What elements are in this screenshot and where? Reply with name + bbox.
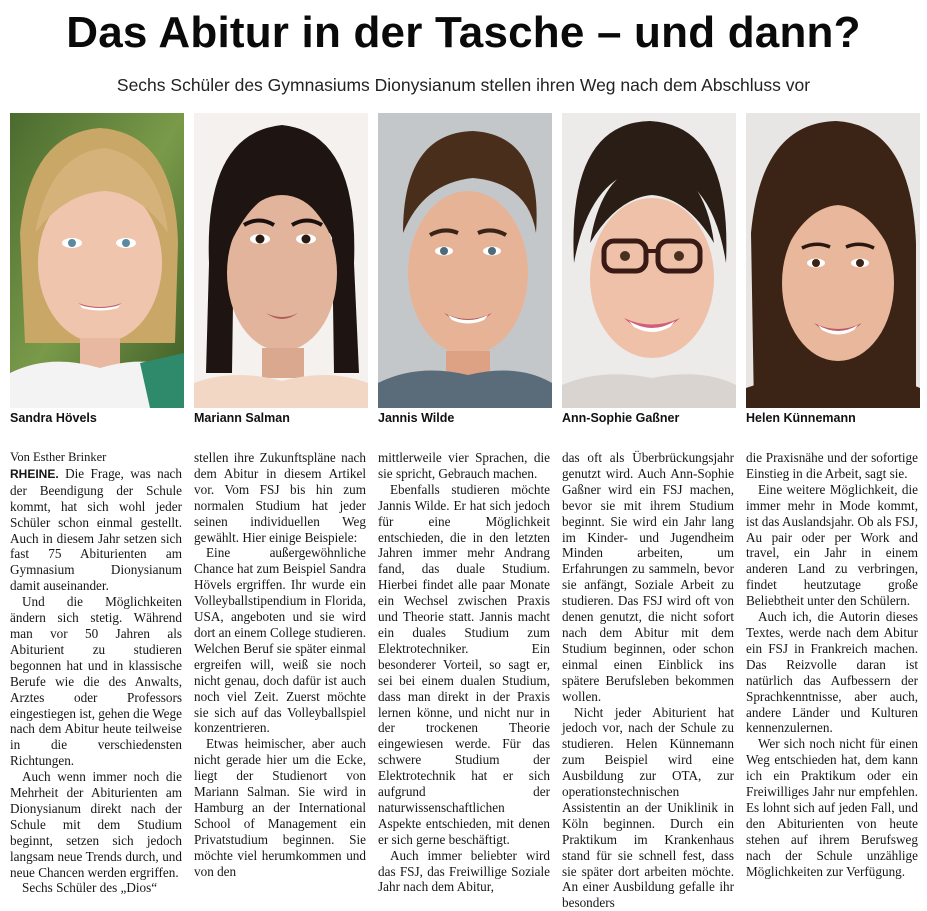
photo-jannis-wilde (378, 113, 552, 408)
caption-helen-kuennemann: Helen Künnemann (746, 410, 926, 426)
photo-ann-sophie-gassner (562, 113, 736, 408)
photo-helen-kuennemann (746, 113, 920, 408)
article-column-2 (194, 450, 366, 900)
article-paragraph: Nicht jeder Abiturient hat jedoch vor, nach der Schule zu studieren. Helen Künnemann zum Beispiel wird eine Ausbildung zur OTA, zur operationstechnischen Assistentin an der Uniklinik in Köln beginnen. Durch ein Praktikum im Krankenhaus stand für sie schnell fest, dass sie später dort arbeiten möchte. An einer Ausbildung gefalle ihr besonders (562, 705, 734, 911)
article-paragraph: Und die Möglichkeiten ändern sich stetig. Während man vor 50 Jahren als Abiturient zu studieren begonnen hat und in klassische Berufe wie die des Anwalts, Arztes oder Professors eingestiegen ist, gehen die Wege nach dem Abitur heute teilweise in die verschiedensten Richtungen. (10, 594, 182, 769)
photo-sandra-hoevels (10, 113, 184, 408)
article-paragraph: die Praxisnähe und der sofortige Einstieg in die Arbeit, sagt sie. (746, 450, 918, 482)
article-paragraph: RHEINE. Die Frage, was nach der Beendigung der Schule kommt, hat sich wohl jeder Schüler schon einmal gestellt. Auch in diesem Jahr setzen sich fast 75 Abiturienten am Gymnasium Dionysianum damit auseinander. (10, 466, 182, 594)
article-byline: Von Esther Brinker (10, 450, 182, 466)
article-paragraph: Eine außergewöhnliche Chance hat zum Beispiel Sandra Hövels ergriffen. Ihr wurde ein Volleyballstipendium in Florida, USA, angeboten und sie wird dort an einem College studieren. Welchen Beruf sie später einmal ergreifen will, weiß sie noch nicht genau, doch dafür ist auch noch viel Zeit. Zuerst möchte sie sich auf das Volleyballspiel konzentrieren. (194, 545, 366, 736)
caption-mariann-salman: Mariann Salman (194, 410, 374, 426)
article-paragraph: Auch wenn immer noch die Mehrheit der Abiturienten am Dionysianum direkt nach der Schule mit dem Studium beginnt, setzen sich jedoch langsam neue Trends durch, und neue Chancen werden ergriffen. (10, 769, 182, 880)
article-paragraph: Ebenfalls studieren möchte Jannis Wilde. Er hat sich jedoch für eine Möglichkeit entschieden, die in den letzten Jahren immer mehr Andrang fand, das duale Studium. Hierbei findet alle paar Monate ein Wechsel zwischen Praxis und Theorie statt. Jannis macht ein duales Studium zum Elektrotechniker. Ein besonderer Vorteil, so sagt er, sei bei einem dualen Studium, dass man direkt in der Praxis lernen könne, und nicht nur in der trockenen Theorie eingewiesen werde. Für das schwere Studium der Elektrotechnik hat er sich aufgrund der naturwissenschaftlichen Aspekte entschieden, mit denen er sich gerne beschäftigt. (378, 482, 550, 848)
caption-jannis-wilde: Jannis Wilde (378, 410, 558, 426)
article-column-1 (10, 450, 182, 900)
caption-ann-sophie-gassner: Ann-Sophie Gaßner (562, 410, 742, 426)
article-column-4 (562, 450, 734, 900)
article-column-3 (378, 450, 550, 900)
caption-sandra-hoevels: Sandra Hövels (10, 410, 190, 426)
article-paragraph: das oft als Überbrückungsjahr genutzt wird. Auch Ann-Sophie Gaßner wird ein FSJ machen, bevor sie mit ihrem Studium beginnt. Sie wird ein Jahr lang im Kinder- und Jugendheim Minden arbeiten, um Erfahrungen zu sammeln, bevor sie anfängt, Soziale Arbeit zu studieren. Das FSJ wird oft von denen genutzt, die nicht sofort nach dem Abitur mit dem Studium beginnen, oder schon einmal einen Einblick ins spätere Berufsleben bekommen wollen. (562, 450, 734, 705)
article-paragraph: Etwas heimischer, aber auch nicht gerade hier um die Ecke, liegt der Studienort von Mariann Salman. Sie wird in Hamburg an der International School of Management ein Privatstudium beginnen. Sie möchte viel herumkommen und von den (194, 736, 366, 879)
article-paragraph: Eine weitere Möglichkeit, die immer mehr in Mode kommt, ist das Auslandsjahr. Ob als FSJ, Au pair oder per Work and travel, ein Jahr in einem anderen Land zu verbringen, findet heutzutage große Beliebtheit unter den Schülern. (746, 482, 918, 609)
article-subline: Sechs Schüler des Gymnasiums Dionysianum stellen ihren Weg nach dem Abschluss vor (0, 72, 927, 98)
article-paragraph: stellen ihre Zukunftspläne nach dem Abitur in diesem Artikel vor. Vom FSJ bis hin zum normalen Studium hat jeder seinen individuellen Weg gewählt. Hier einige Beispiele: (194, 450, 366, 545)
article-paragraph: Wer sich noch nicht für einen Weg entschieden hat, dem kann ich ein Praktikum oder ein Freiwilliges Jahr nur empfehlen. Es lohnt sich auf jeden Fall, und den Abiturienten von heute stehen auf ihrem Berufsweg nach der Schule unzählige Möglichkeiten zur Verfügung. (746, 736, 918, 879)
article-dateline: RHEINE. (10, 467, 59, 481)
article-paragraph: Sechs Schüler des „Dios“ (10, 880, 182, 896)
article-paragraph: Auch immer beliebter wird das FSJ, das Freiwillige Soziale Jahr nach dem Abitur, (378, 848, 550, 896)
article-headline: Das Abitur in der Tasche – und dann? (0, 4, 927, 62)
article-paragraph: mittlerweile vier Sprachen, die sie spricht, Gebrauch machen. (378, 450, 550, 482)
article-column-5 (746, 450, 918, 900)
photo-mariann-salman (194, 113, 368, 408)
article-paragraph: Auch ich, die Autorin dieses Textes, werde nach dem Abitur ein FSJ in Frankreich machen. Das Reizvolle daran ist natürlich das Aufbessern der Sprachkenntnisse, aber auch, andere Länder und Kulturen kennenzulernen. (746, 609, 918, 736)
